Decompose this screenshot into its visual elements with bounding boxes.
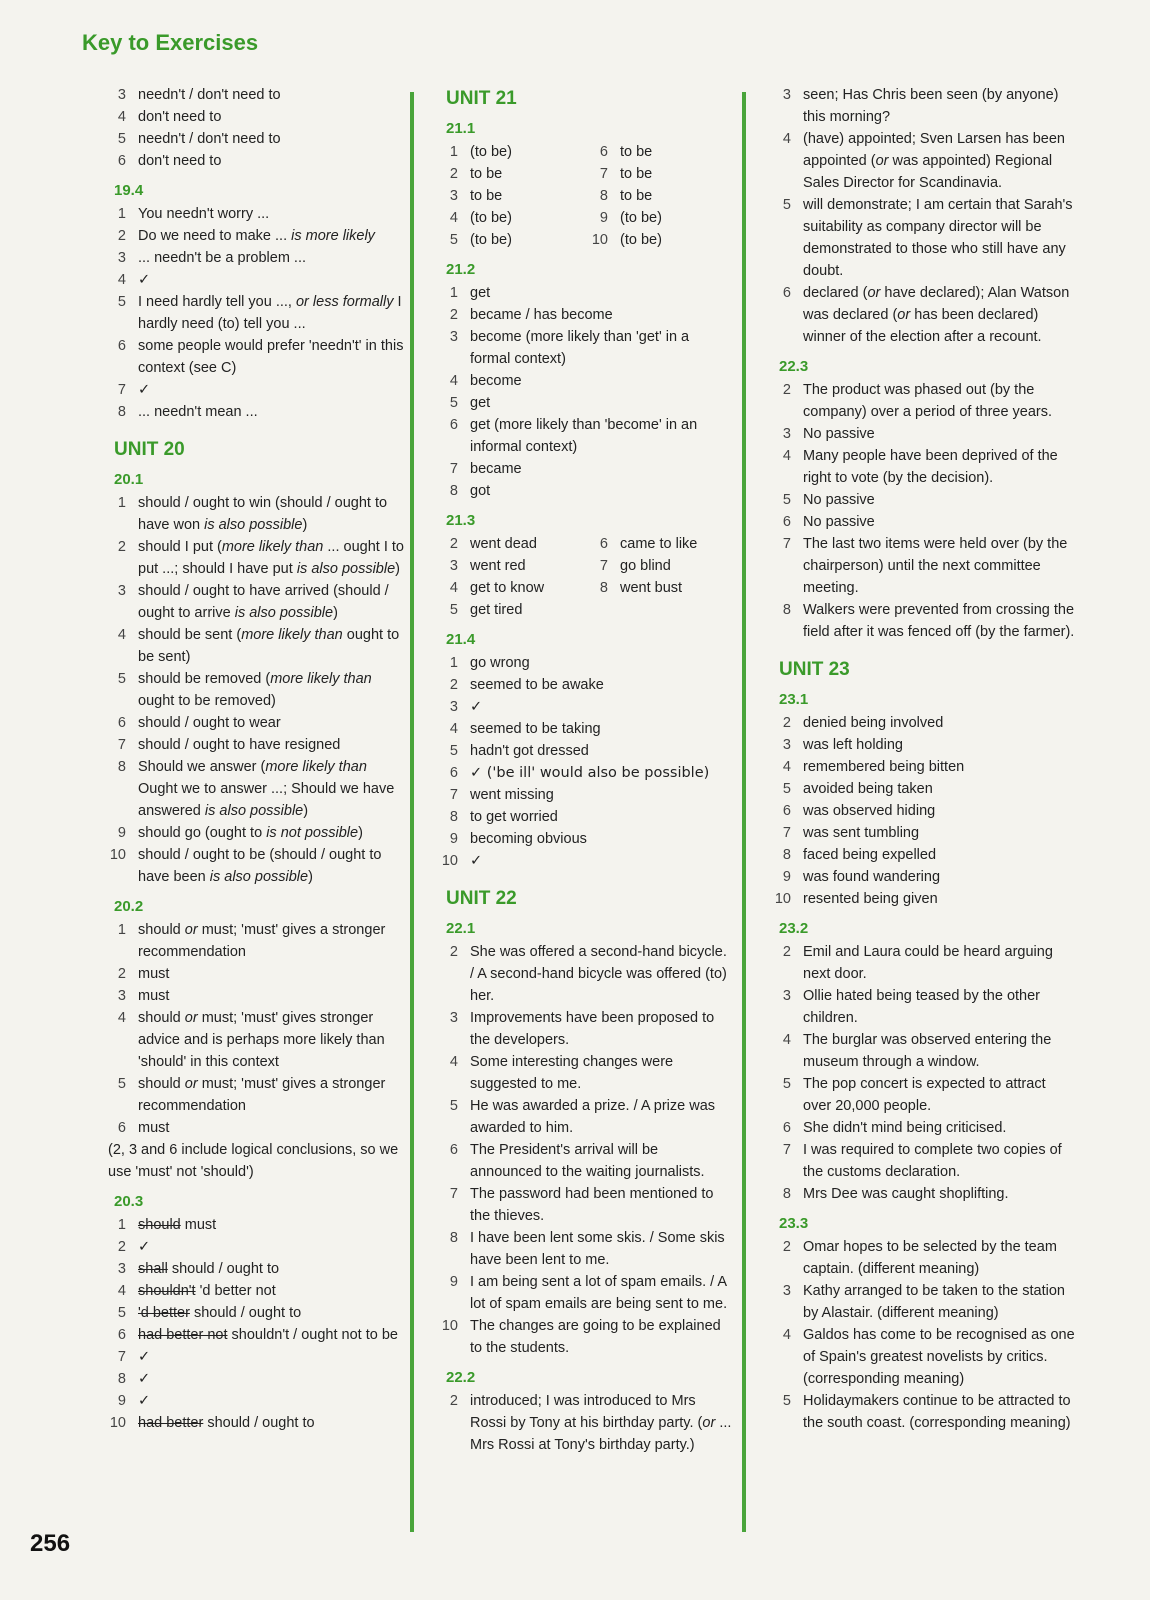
list-item: 5 get [449,395,491,411]
check-icon: ✓ [138,1371,151,1387]
struck-text: shouldn't [138,1283,196,1299]
list-item: 5 should be removed (more likely than ought to be removed) [117,671,372,709]
check-icon: ✓ [138,1349,151,1365]
list-item: 2 became / has become [449,307,613,323]
list-item: 6 had better not shouldn't / ought not to be [117,1327,398,1343]
list-item: 2 must [117,966,170,982]
list-item: 3 went red [449,558,526,574]
struck-text: should [138,1217,181,1233]
list-item: 9 I am being sent a lot of spam emails. / A lot of spam emails are being sent to me. [449,1274,728,1312]
list-item: 8 Mrs Dee was caught shoplifting. [782,1186,1009,1202]
list-item: 5 get tired [449,602,523,618]
page-heading: Key to Exercises [82,30,259,55]
list-item: 1 go wrong [449,655,530,671]
list-item: 4 Some interesting changes were suggested to me. [449,1054,674,1092]
column-rule-left [410,92,414,1532]
list-item: 2 should I put (more likely than ... ought I to put ...; should I have put is also possible) [117,539,404,577]
list-item: 5 will demonstrate; I am certain that Sarah's suitability as company director will be demonstrated to those who still have any doubt. [782,197,1073,279]
list-item: 3 No passive [782,426,875,442]
list-item: 6 The President's arrival will be announced to the waiting journalists. [449,1142,705,1180]
exercise-title-22-1: 22.1 [446,920,476,937]
list-item: 9 becoming obvious [449,831,587,847]
list-item: 2 She was offered a second-hand bicycle. / A second-hand bicycle was offered (to) her. [449,944,727,1004]
list-item: 5 should or must; 'must' gives a stronger recommendation [117,1076,386,1114]
list-item: 8 went bust [599,580,683,596]
list-item: 8 faced being expelled [782,847,937,863]
exercise-title-23-2: 23.2 [779,920,809,937]
exercise-title-21-1: 21.1 [446,120,476,137]
struck-text: 'd better [138,1305,190,1321]
list-item: 7 to be [599,166,653,182]
exercise-note: (2, 3 and 6 include logical conclusions, so we use 'must' not 'should') [108,1142,399,1180]
list-item: 8 I have been lent some skis. / Some skis have been lent to me. [449,1230,725,1268]
list-item: 3 ... needn't be a problem ... [117,250,307,266]
list-item: 8 got [449,483,491,499]
list-item: 1 should must [117,1217,217,1233]
list-item: 10 The changes are going to be explained to the students. [441,1318,721,1356]
list-item: 2 Emil and Laura could be heard arguing next door. [782,944,1053,982]
list-item: 4 should be sent (more likely than ought to be sent) [117,627,400,665]
list-item: 3 to be [449,188,503,204]
list-item: 3 shall should / ought to [117,1261,280,1277]
struck-text: had better not [138,1327,228,1343]
page-number: 256 [30,1530,71,1557]
list-item: 4 seemed to be taking [449,721,601,737]
list-item: 10 resented being given [774,891,938,907]
exercise-title-20-3: 20.3 [114,1193,144,1210]
list-item: 1 should / ought to win (should / ought to have won is also possible) [117,495,388,533]
list-item: 6 don't need to [117,153,222,169]
list-item: 1 get [449,285,491,301]
list-item: 3 become (more likely than 'get' in a formal context) [449,329,690,367]
exercise-title-21-3: 21.3 [446,512,476,529]
column-2 [432,84,732,1456]
list-item: 6 to be [599,144,653,160]
list-item: 7 should / ought to have resigned [117,737,341,753]
list-item: 5 'd better should / ought to [117,1305,302,1321]
check-icon: ✓ [138,1239,151,1255]
list-item: 2 to be [449,166,503,182]
ex22-2-continued [765,84,1075,348]
list-item: 10 ✓ [432,850,732,872]
list-item: 8 to be [599,188,653,204]
list-item: 5 (to be) [449,232,512,248]
two-column-list [432,141,732,251]
check-icon: ✓ [470,699,483,715]
exercise-title-20-1: 20.1 [114,471,144,488]
list-item: 2 Do we need to make ... is more likely [117,228,375,244]
list-item: 4 The burglar was observed entering the museum through a window. [782,1032,1052,1070]
list-item: 5 hadn't got dressed [449,743,589,759]
list-item: 4 Many people have been deprived of the right to vote (by the decision). [782,448,1058,486]
exercise-title-22-2: 22.2 [446,1369,476,1386]
list-item: 3 ✓ [432,696,732,718]
list-item: 6 She didn't mind being criticised. [782,1120,1007,1136]
list-item: 4 don't need to [117,109,222,125]
list-item: 2 went dead [449,536,537,552]
check-icon: ✓ [470,853,483,869]
list-item: 2 Omar hopes to be selected by the team captain. (different meaning) [782,1239,1057,1277]
list-item: 6 should / ought to wear [117,715,281,731]
list-item: 3 seen; Has Chris been seen (by anyone) this morning? [782,87,1059,125]
column-3 [765,84,1075,1434]
struck-text: shall [138,1261,168,1277]
list-item: 2 denied being involved [782,715,944,731]
list-item: 5 avoided being taken [782,781,933,797]
exercise-title-23-3: 23.3 [779,1215,809,1232]
two-column-list [432,533,732,621]
exercise-title-20-2: 20.2 [114,898,144,915]
unit-title-23: UNIT 23 [779,659,850,680]
list-item: 7 ✓ [100,1346,405,1368]
list-item: 5 The pop concert is expected to attract over 20,000 people. [782,1076,1046,1114]
ex19-3-continued [100,84,405,172]
list-item: 6 some people would prefer 'needn't' in this context (see C) [117,338,404,376]
unit-title-21: UNIT 21 [446,88,517,109]
list-item: 8 Walkers were prevented from crossing the field after it was fenced off (by the farmer). [782,602,1075,640]
list-item: 7 was sent tumbling [782,825,920,841]
list-item: 2 seemed to be awake [449,677,604,693]
list-item: 7 I was required to complete two copies of the customs declaration. [782,1142,1062,1180]
list-item: 4 should or must; 'must' gives stronger advice and is perhaps more likely than 'should' in this context [117,1010,385,1070]
list-item: 4 (have) appointed; Sven Larsen has been appointed (or was appointed) Regional Sales Director for Scandinavia. [782,131,1065,191]
list-item: 6 No passive [782,514,875,530]
list-item: 6 was observed hiding [782,803,936,819]
list-item: 6 declared (or have declared); Alan Watson was declared (or has been declared) winner of the election after a recount. [782,285,1070,345]
list-item: 6 ✓ ('be ill' would also be possible) [449,765,710,781]
exercise-title-21-2: 21.2 [446,261,476,278]
list-item: 8 to get worried [449,809,558,825]
unit-title-20: UNIT 20 [114,439,185,460]
list-item: 1 (to be) [449,144,512,160]
check-icon: ✓ [138,1393,151,1409]
exercise-title-21-4: 21.4 [446,631,476,648]
list-item: 9 was found wandering [782,869,941,885]
column-rule-right [742,92,746,1532]
list-item: 5 I need hardly tell you ..., or less formally I hardly need (to) tell you ... [117,294,402,332]
list-item: 4 ✓ [100,269,405,291]
unit-title-22: UNIT 22 [446,888,517,909]
exercise-title-22-3: 22.3 [779,358,809,375]
list-item: 4 get to know [449,580,545,596]
list-item: 8 Should we answer (more likely than Ought we to answer ...; Should we have answered is also possible) [117,759,395,819]
list-item: 2 ✓ [100,1236,405,1258]
list-item: 7 The last two items were held over (by the chairperson) until the next committee meeting. [782,536,1068,596]
check-icon: ✓ [138,382,151,398]
check-icon: ✓ [138,272,151,288]
list-item: 3 Ollie hated being teased by the other children. [782,988,1040,1026]
list-item: 7 went missing [449,787,554,803]
list-item: 2 The product was phased out (by the company) over a period of three years. [782,382,1053,420]
list-item: 5 He was awarded a prize. / A prize was awarded to him. [449,1098,716,1136]
list-item: 7 ✓ [100,379,405,401]
list-item: 4 Galdos has come to be recognised as one of Spain's greatest novelists by critics. (corresponding meaning) [782,1327,1075,1387]
exercise-title-23-1: 23.1 [779,691,809,708]
list-item: 4 remembered being bitten [782,759,965,775]
list-item: 3 must [117,988,170,1004]
list-item: 9 should go (ought to is not possible) [117,825,363,841]
list-item: 6 came to like [599,536,698,552]
struck-text: had better [138,1415,204,1431]
list-item: 6 must [117,1120,170,1136]
list-item: 2 introduced; I was introduced to Mrs Rossi by Tony at his birthday party. (or ... Mrs Rossi at Tony's birthday party.) [449,1393,732,1453]
list-item: 7 The password had been mentioned to the thieves. [449,1186,714,1224]
list-item: 5 No passive [782,492,875,508]
list-item: 10 (to be) [591,232,662,248]
list-item: 3 was left holding [782,737,903,753]
list-item: 3 should / ought to have arrived (should / ought to arrive is also possible) [117,583,389,621]
column-1 [100,84,405,1434]
list-item: 9 ✓ [100,1390,405,1412]
list-item: 3 Kathy arranged to be taken to the station by Alastair. (different meaning) [782,1283,1065,1321]
list-item: 1 You needn't worry ... [117,206,270,222]
list-item: 8 ✓ [100,1368,405,1390]
list-item: 3 Improvements have been proposed to the developers. [449,1010,715,1048]
list-item: 5 Holidaymakers continue to be attracted to the south coast. (corresponding meaning) [782,1393,1071,1431]
list-item: 10 should / ought to be (should / ought to have been is also possible) [109,847,382,885]
exercise-title-19-4: 19.4 [114,182,144,199]
list-item: 9 (to be) [599,210,662,226]
list-item: 4 (to be) [449,210,512,226]
list-item: 1 should or must; 'must' gives a stronger recommendation [117,922,386,960]
list-item: 6 get (more likely than 'become' in an informal context) [449,417,698,455]
list-item: 7 go blind [599,558,671,574]
list-item: 5 needn't / don't need to [117,131,281,147]
list-item: 4 become [449,373,522,389]
list-item: 3 needn't / don't need to [117,87,281,103]
list-item: 4 shouldn't 'd better not [117,1283,276,1299]
list-item: 8 ... needn't mean ... [117,404,258,420]
list-item: 10 had better should / ought to [109,1415,315,1431]
list-item: 7 became [449,461,522,477]
